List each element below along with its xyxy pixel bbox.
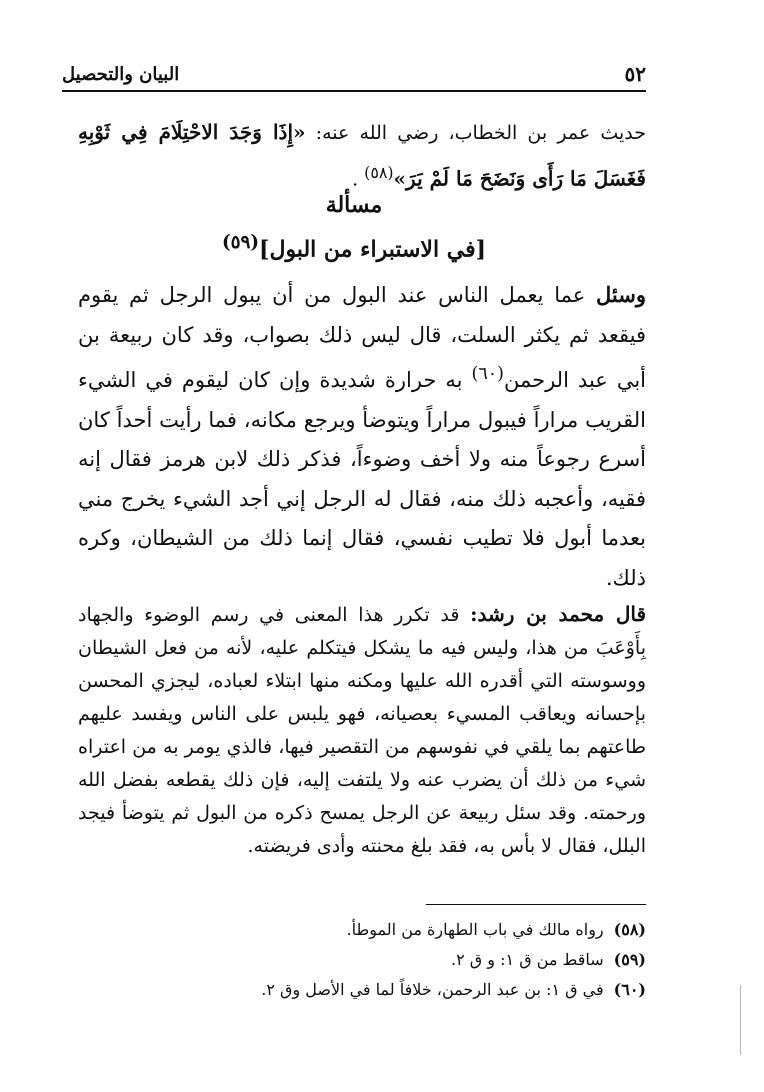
running-header (62, 58, 646, 92)
issue-title (62, 232, 646, 262)
commentary-lead: قال محمد بن رشد: (470, 602, 647, 626)
footnote-ref-60: (٦٠) (471, 364, 504, 384)
footnote-item (78, 975, 646, 1005)
question-text-1: عما يعمل الناس عند البول من أن يبول الرجل ثم يقوم فيقعد ثم يكثر السلت، قال ليس ذلك بصواب، وقد كان ربيعة بن أبي عبد الرحمن (78, 283, 646, 392)
book-title: البيان والتحصيل (62, 64, 180, 85)
issue-title-text: [في الاستبراء من البول] (259, 236, 486, 263)
footnote-text: في ق ١: بن عبد الرحمن، خلافاً لما في الأصل وق ٢. (261, 980, 604, 999)
page-number: ٥٢ (624, 62, 646, 86)
scan-edge-line (740, 985, 741, 1055)
question-lead: وسئل (596, 282, 646, 307)
question-paragraph (78, 275, 646, 598)
hadith-quote: «إِذَا وَجَدَ الاحْتِلَامَ فِي ثَوْبِهِ فَغَسَلَ مَا رَأَى وَنَضَحَ مَا لَمْ يَرَ» (78, 120, 646, 191)
footnote-number: (٥٩) (613, 950, 646, 969)
footnote-ref-59: (٥٩) (222, 232, 260, 253)
footnote-text: ساقط من ق ١: و ق ٢. (451, 950, 604, 969)
question-text-2: به حرارة شديدة وإن كان ليقوم في الشيء القريب مراراً فيبول مراراً ويتوضأ ويرجع مكانه، فما رأيت أحداً كان أسرع رجوعاً منه ولا أخف وضوءاً، فذكر ذلك لابن هرمز فقال إنه فقيه، وأعجبه ذلك منه، فقال له الرجل إني أجد الشيء يخرج مني بعدما أبول فلا تطيب نفسي، فقال إنما ذلك من الشيطان، وكره ذلك. (78, 368, 646, 590)
footnote-text: رواه مالك في باب الطهارة من الموطأ. (346, 920, 604, 939)
commentary-paragraph (78, 598, 646, 863)
commentary-text: قد تكرر هذا المعنى في رسم الوضوء والجهاد بِأَوْعَبَ من هذا، وليس فيه ما يشكل فيتكلم عليه، لأنه من فعل الشيطان ووسوسته التي أقدره الله عليها ومكنه منها ابتلاء لعباده، ليجزي المحسن بإحسانه ويعاقب المسيء بعصيانه، فهو يلبس على الناس ويفسد عليهم طاعتهم بما يلقي في نفوسهم من التقصير فيها، فالذي يومر به من اعتراه شيء من ذلك أن يضرب عنه ولا يلتفت إليه، فإن ذلك يقطعه بفضل الله ورحمته. وقد سئل ربيعة عن الرجل يمسح ذكره من البول ثم يتوضأ فيجد البلل، فقال لا بأس به، فقد بلغ محنته وأدى فريضته. (78, 604, 646, 857)
hadith-paragraph (78, 112, 646, 199)
footnote-number: (٦٠) (613, 980, 646, 999)
footnotes (78, 915, 646, 1005)
hadith-end: . (352, 168, 359, 191)
hadith-intro-text: حديث عمر بن الخطاب، رضي الله عنه: (305, 122, 646, 144)
footnote-ref-58: (٥٨) (364, 163, 394, 182)
footnote-item (78, 945, 646, 975)
footnote-item (78, 915, 646, 945)
issue-label: مسألة (325, 192, 383, 218)
footnote-divider (426, 904, 646, 905)
footnote-number: (٥٨) (613, 920, 646, 939)
